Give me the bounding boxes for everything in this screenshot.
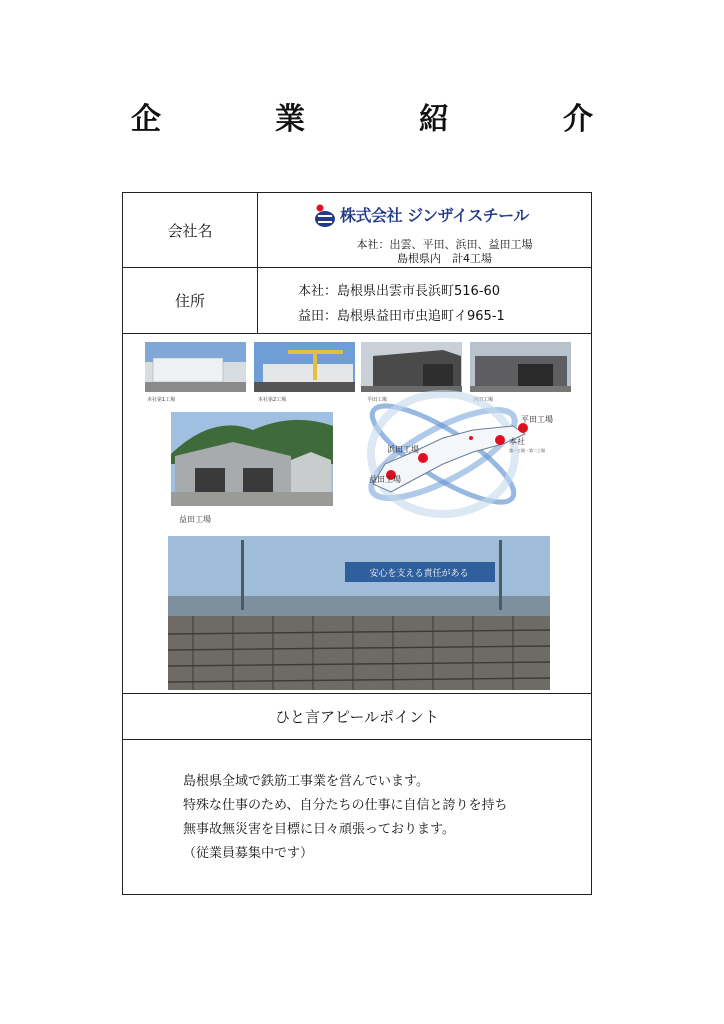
banner-slogan: 安心を支える責任がある [369,569,469,579]
factory-list: 本社：出雲、平田、浜田、益田工場 [356,238,533,251]
map-label-sub: 第一工場・第二工場 [509,448,545,453]
appeal-body [183,770,507,866]
factory-photo-2 [254,342,355,392]
logo-text: 株式会社 ジンザイスチール [340,206,529,225]
map-label-hamada: 浜田工場 [387,445,419,454]
page-title [0,96,724,136]
factory-photo-1 [145,342,246,392]
address-row [123,268,591,334]
map-label-hirata: 平田工場 [521,415,553,424]
company-name-cell [258,193,591,267]
appeal-line: 無事故無災害を目標に日々頑張っております。 [183,822,455,837]
caption-2: 本社第2工場 [258,397,287,403]
company-logo [314,203,529,226]
address-label: 住所 [123,268,258,333]
address-masuda: 益田：島根県益田市虫追町イ965-1 [298,309,505,324]
address-cell [258,268,591,333]
factory-photo-4 [470,342,571,392]
masuda-factory-photo [171,412,333,506]
title-char: 介 [563,102,593,137]
company-name-label: 会社名 [123,193,258,267]
company-name-row [123,193,591,268]
caption-4: 浜田工場 [473,397,494,403]
map-label-honsha: 本社 [509,437,525,446]
construction-photo [168,536,550,690]
factory-photo-3 [361,342,462,392]
location-map [360,390,528,518]
map-label-masuda: 益田工場 [369,475,401,484]
factory-count: 島根県内 計4工場 [397,252,492,265]
appeal-heading: ひと言アピールポイント [123,694,591,740]
caption-3: 平田工場 [367,397,388,403]
caption-1: 本社第1工場 [147,397,176,403]
appeal-line: 特殊な仕事のため、自分たちの仕事に自信と誇りを持ち [183,798,508,813]
title-char: 企 [131,102,161,137]
title-char: 業 [275,102,305,137]
logo-mark-icon [314,204,336,226]
address-hq: 本社：島根県出雲市長浜町516-60 [298,284,501,299]
company-table [122,192,592,895]
photo-collage [123,334,591,694]
masuda-caption: 益田工場 [179,515,211,524]
title-char: 紹 [419,102,449,137]
appeal-line: 島根県全域で鉄筋工事業を営んでいます。 [183,774,429,789]
appeal-line: （従業員募集中です） [183,846,314,861]
